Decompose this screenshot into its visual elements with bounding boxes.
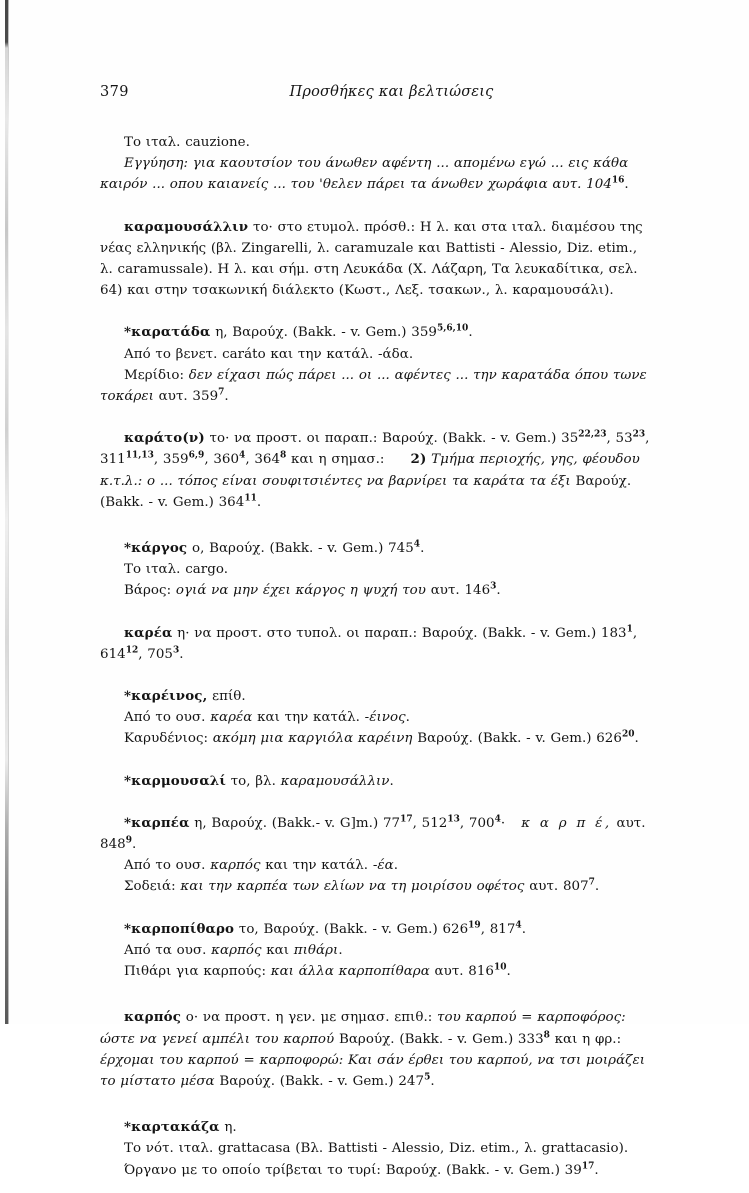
citation-line: Εγγύηση: για καουτσίον του άνωθεν αφέντη ... απομένω εγώ ... εις κάθα καιρόν ... οπου καιανείς ... του 'θελεν πάρει τα άνωθεν χωράφια αυτ. $104^{16}$. [100,156,629,193]
gloss-label: Μερίδιο: [124,367,185,383]
running-title: Προσθήκες και βελτιώσεις [289,84,494,100]
lemma-reference: το, Βαρούχ. (Bakk. - v. Gem.) 626 [238,921,469,937]
phrase-form: έρχομαι του καρπού [100,1052,239,1068]
lemma-headword: καράτο(ν) [124,430,205,447]
footnote-ref: 8 [543,1030,550,1041]
lemma-reference: η· να προστ. στο τυπολ. οι παραπ.: Βαρούχ. (Bakk. - v. Gem.) 183 [177,625,627,641]
gloss-line: Όργανο με το οποίο τρίβεται το τυρί: Βαρούχ. (Bakk. - v. Gem.) $39^{17}$. [124,1161,599,1178]
etymon-second: πιθάρι [293,942,339,958]
footnote-ref: 11,13 [125,450,154,461]
gloss-line: Σοδειά: και την καρπέα των ελίων να τη μοιρίσου οφέτος αυτ. $807^7$. [124,878,600,895]
footnote-ref: 1 [626,624,633,635]
entry-karatada [100,322,653,407]
entry-karpopitharo [100,919,653,983]
footnote-ref: 17 [581,1161,595,1172]
lemma-headword: *καρμουσαλί [124,772,226,789]
footnote-ref: 5,6,10 [436,323,469,334]
citation-text: Εγγύηση: για καουτσίον του άνωθεν αφέντη ... απομένω εγώ ... εις κάθα καιρόν ... οπου καιανείς ... του 'θελεν πάρει τα άνωθεν χωράφια αυτ. 104 [100,156,629,193]
entry-body: καράτο(ν) το· να προστ. οι παραπ.: Βαρούχ. (Bakk. - v. Gem.) 35$^{22,23}$, $53^{23}$, 311$^{11,13}$, 359$^{6,9}$, $360^4$, $364^8$ και η σημασ.: 2) Τμήμα περιοχής, γης, φέουδου κ.τ.λ.: ο ... τόπος είναι σουφιτσιέντες να βαρνίρει τα καράτα τα έξι Βαρούχ. (Bakk. - v. Gem.) $364^{11}$. [100,429,650,510]
footnote-ref: 4 [515,920,522,931]
quotation-text: ώστε να γενεί αμπέλι του καρπού [100,1031,335,1047]
phrase-intro: και η φρ.: [554,1031,622,1047]
footnote-ref: 4 [239,450,246,461]
quotation-reference: αυτ. 146 [430,583,491,599]
lemma-headword: καρπός [124,1009,182,1026]
footnote-ref: 3 [490,581,497,592]
equals-sign: = [521,1010,533,1026]
etymon: καρπός [210,858,261,874]
entry-kartakaza [100,1117,653,1181]
entry-karpos [100,1007,653,1092]
gloss-line: Καρυδένιος: ακόμη μια καργιόλα καρέινη Βαρούχ. (Bakk. - v. Gem.) $626^{20}$. [124,730,639,747]
lemma-headword: *καρέινος, [124,688,208,705]
footnote-ref: 19 [468,920,481,931]
lemma-headword: *καρποπίθαρο [124,920,235,937]
entry-kargos [100,538,653,602]
lemma-headword: καρέα [124,624,173,641]
gender-marker: η. [224,1120,237,1136]
entry-karmousali [100,771,653,792]
lemma-headword: *καρτακάζα [124,1119,220,1136]
suffix: -έινος [364,710,406,726]
quotation-text: ογιά να μην έχει κάργος η ψυχή του [175,583,426,599]
footnote-ref: 3 [172,645,180,656]
lemma-reference: ο, Βαρούχ. (Bakk. - v. Gem.) 745 [191,541,414,557]
quotation-text: και την καρπέα των ελίων να τη μοιρίσου οφέτος [180,879,525,895]
footnote-ref: 7 [218,387,225,398]
sense-form: του καρπού [437,1010,517,1026]
footnote-ref: 4 [494,814,501,825]
lemma-body-text: το· στο ετυμολ. πρόσθ.: Η λ. και στα ιταλ. διαμέσου της νέας ελληνικής (βλ. Zingarelli, λ. caramuzale και Battisti - Alessio, Diz. etim., λ. caramussale). Η λ. και σήμ. στη Λευκάδα (Χ. Λάζαρη, Τα λευκαδίτικα, σελ. 64) και στην τσακωνική διάλεκτο (Κωστ., Λεξ. τσακων., λ. καραμουσάλι). [100,219,643,299]
quotation-reference-second: Βαρούχ. (Bakk. - v. Gem.) 247 [219,1073,425,1089]
phrase-gloss: καρποφορώ: [259,1052,344,1068]
running-head [100,84,653,110]
etymology-line: Από το βενετ. caráto και την κατάλ. -άδα. [124,346,414,362]
etymology-line: Από τα ουσ. καρπός και πιθάρι. [124,942,343,958]
footnote-ref: 8 [280,450,287,461]
entry-body: καρπός ο· να προστ. η γεν. με σημασ. επιθ.: του καρπού = καρποφόρος: ώστε να γενεί αμπέλι του καρπού Βαρούχ. (Bakk. - v. Gem.) $333^8$ και η φρ.: έρχομαι του καρπού = καρποφορώ: Και σάν έρθει του καρπού, να τσι μοιράζει το μίστατο μέσα Βαρούχ. (Bakk. - v. Gem.) $247^5$. [100,1009,646,1089]
sense-reference: Βαρούχ. (Bakk. - v. Gem.) 364 [100,473,632,510]
entry-body [100,217,653,302]
lemma-head-line: *καρπέα η, Βαρούχ. (Bakk.- v. G]m.) $77^{17}$, $512^{13}$, $700^4\cdot \kappa$ α ρ π έ, αυτ. $848^9$. [100,814,646,853]
footnote-ref: 23 [632,429,646,440]
footnote-ref: 10 [494,962,507,973]
footnote-ref: 5 [424,1072,431,1083]
lemma-head-line [100,322,653,343]
footnote-ref: 13 [447,814,460,825]
footnote-ref: 7 [588,878,595,889]
scan-edge-artifact-inner [8,0,9,1024]
sense-definition: Τμήμα περιοχής, γης, φέουδου κ.τ.λ.: ο ... τόπος είναι σουφιτσιέντες να βαρνίρει τα καράτα τα έξι [100,452,640,489]
footnote-ref: 6,9 [188,450,205,461]
quotation-reference: αυτ. 359 [158,389,219,405]
gloss-line: Μερίδιο: δεν είχασι πώς πάρει ... οι ... αφέντες ... την καρατάδα όπου τωνε τοκάρει αυτ. $359^7$. [100,367,647,405]
etymology-line: Το ιταλ. cargo. [124,562,229,578]
quotation-reference: Βαρούχ. (Bakk. - v. Gem.) 39 [385,1162,582,1178]
lemma-headword: *κάργος [124,540,188,557]
gloss-label: Πιθάρι για καρπούς: [124,964,267,980]
gloss-label: Βάρος: [124,583,172,599]
etymology-line: Από το ουσ. καρέα και την κατάλ. -έινος. [124,710,410,726]
entry-karpea [100,813,653,898]
suffix: -έα [372,858,394,874]
lemma-head-line: *καρμουσαλί το, βλ. καραμουσάλλιν. [124,772,394,789]
quotation-text: και άλλα καρποπίθαρα [270,964,430,980]
grammar-note: ο· να προστ. η γεν. με σημασ. επιθ.: [185,1010,433,1026]
entry-karamousallin [100,217,653,302]
equals-sign: = [243,1052,255,1068]
lemma-headword: *καρατάδα [124,324,211,341]
period: . [468,325,473,341]
footnote-ref: 12 [125,645,139,656]
page-content [100,84,653,1193]
footnote-ref: 17 [400,814,413,825]
sense-gloss: καρποφόρος: [537,1010,626,1026]
footnote-ref: 11 [244,493,257,504]
lemma-reference: η, Βαρούχ. (Bakk.- v. G]m.) 77 [194,815,401,831]
part-of-speech: επίθ. [212,689,246,705]
sense-marker: 2) [410,451,427,468]
entry-kareinos [100,686,653,750]
gloss-label: Καρυδένιος: [124,731,209,747]
lemma-headword: καραμουσάλλιν [124,218,249,235]
definition-line: Το ιταλ. cauzione. [124,135,250,150]
etymon: καρέα [210,710,253,726]
variant-reference: αυτ. 848 [100,815,646,853]
variant-form: κ α ρ π έ, [521,815,612,831]
etymon: καρπός [211,942,262,958]
lemma-reference: η, Βαρούχ. (Bakk. - v. Gem.) 359 [215,325,437,341]
footnote-ref: 20 [621,730,635,740]
footnote-ref: 4 [413,539,421,550]
quotation-text-second: Και σάν έρθει του καρπού, να τσι μοιράζει το μίστατο μέσα [100,1052,646,1089]
lemma-head-line: *κάργος ο, Βαρούχ. (Bakk. - v. Gem.) $745^4$. [124,539,425,557]
gloss-line: Βάρος: ογιά να μην έχει κάργος η ψυχή του αυτ. $146^3$. [124,581,501,599]
entry-cauzione-continuation [100,132,653,196]
page-number: 379 [100,84,129,100]
entry-karea [100,623,653,665]
lemma-headword: *καρπέα [124,814,190,831]
quotation-reference: αυτ. 807 [529,879,589,895]
etymology-line: Το νότ. ιταλ. grattacasa (Βλ. Battisti - Alessio, Diz. etim., λ. grattacasio). [124,1141,629,1157]
quotation-reference: Βαρούχ. (Bakk. - v. Gem.) 626 [417,731,622,747]
lemma-head-line [100,1117,653,1138]
lemma-head-line [100,686,653,707]
entry-karaton [100,428,653,513]
gloss-line: Πιθάρι για καρπούς: και άλλα καρποπίθαρα αυτ. $816^{10}$. [124,962,511,980]
lemma-head-line: *καρποπίθαρο το, Βαρούχ. (Bakk. - v. Gem.) $626^{19}$, $817^4$. [124,920,526,937]
lemma-reference: το· να προστ. οι παραπ.: Βαρούχ. (Bakk. - v. Gem.) 35 [209,431,579,447]
quotation-text: ακόμη μια καργιόλα καρέινη [212,731,413,747]
gloss-label: Σοδειά: [124,879,176,895]
gloss-label: Όργανο με το οποίο τρίβεται το τυρί: [124,1162,381,1178]
quotation-text: δεν είχασι πώς πάρει ... οι ... αφέντες ... την καρατάδα όπου τωνε τοκάρει [100,367,647,405]
footnote-ref: 9 [125,835,132,846]
footnote-ref: 16 [611,175,625,186]
entry-body: καρέα η· να προστ. στο τυπολ. οι παραπ.: Βαρούχ. (Bakk. - v. Gem.) $183^1$, $614^{12}$, $705^3$. [100,624,638,662]
quotation-reference: αυτ. 816 [434,964,494,980]
footnote-ref: 22,23 [578,429,607,440]
quotation-reference: Βαρούχ. (Bakk. - v. Gem.) 333 [338,1031,544,1047]
cross-reference: καραμουσάλλιν [280,773,390,789]
etymology-line: Από το ουσ. καρπός και την κατάλ. -έα. [124,858,399,874]
